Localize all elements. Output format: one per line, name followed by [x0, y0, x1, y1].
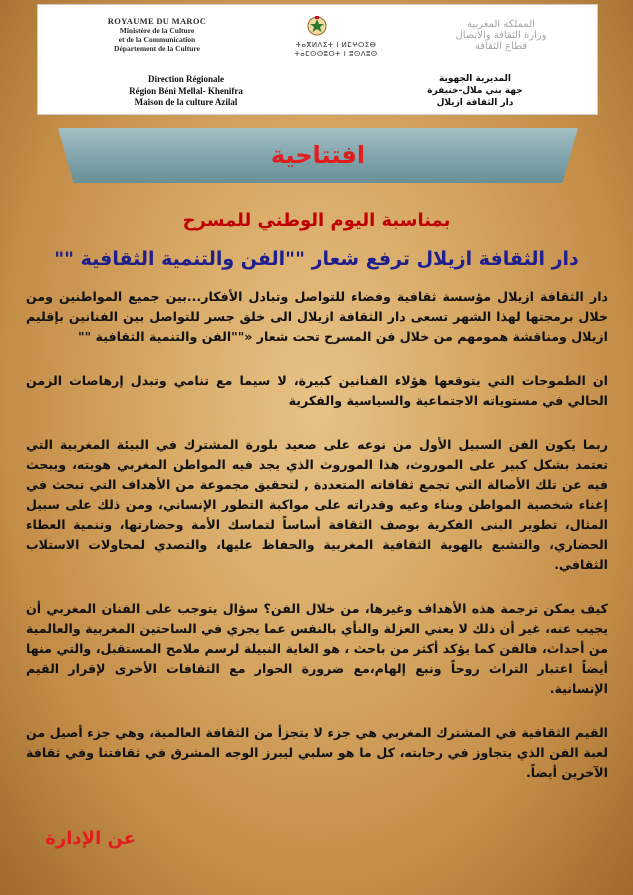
sub-letterhead [37, 72, 598, 115]
direction-arabic-line: جهة بني ملال-خنيفرة [427, 86, 523, 96]
subtitle-slogan: دار الثقافة ازيلال ترفع شعار ""الفن والتنمية الثقافية "" [54, 248, 579, 270]
editorial-body [26, 287, 608, 807]
direction-arabic-line: دار الثقافة ازيلال [436, 98, 514, 108]
letterhead [37, 4, 598, 74]
direction-arabic-line: المديرية الجهوية [438, 74, 512, 84]
letterhead-arabic-block [431, 19, 571, 52]
paragraph: ربما يكون الفن السبيل الأول من نوعه على صعيد بلورة المشترك في البيئة المغربية التي تعتمد بشكل كبير على الموروث، هذا الموروث الذي يجد فيه المواطن المغربي هويته، ويبحث فيه عن تلك الأصالة التي تجمع ثقافاته المتعددة , لتحقيق مجموعة من الأهداف التي تبحث في إغناء شخصية المواطن وبناء وعيه وقدراته على مواكبة التطور الإنساني، ومن ذلك على سبيل المثال، تطوير البنى الفكرية بوصف الثقافة أساساً لتماسك الأمة وحضارتها، وتنمية العطاء الحضاري، والتشبع بالهوية الثقافية المغربية والحفاظ عليها، والتصدي لمحاولات الاستلاب الثقافي. [26, 437, 608, 572]
paragraph: دار الثقافة ازيلال مؤسسة ثقافية وفضاء للتواصل وتبادل الأفكار...بين جميع المواطنين ومن خلال برمجتها لهذا الشهر تسعى دار الثقافة ازيلال الى خلق جسر للتواصل بين الفنانين بإقليم ازيلال ومناقشة همومهم من خلال فن المسرح تحت شعار «""الفن والتنمية الثقافية "" [26, 289, 608, 344]
direction-french-line: Région Béni Mellal- Khenifra [129, 85, 243, 96]
letterhead-arabic-line: المملكة المغربية [467, 19, 535, 30]
banner-title: افتتاحية [270, 141, 366, 169]
coat-of-arms-icon [306, 15, 328, 37]
direction-french-line: Maison de la culture Azilal [134, 97, 238, 107]
letterhead-tifinagh-block [266, 41, 406, 59]
signature: عن الإدارة [45, 828, 136, 849]
paragraph: كيف يمكن ترجمة هذه الأهداف وغيرها، من خلال الفن؟ سؤال يتوجب على الفنان المغربي أن يجيب عنه، غير أن ذلك لا يعني العزلة والنأي بالنفس عما يجري في الساحتين المغربية والعالمية من أحداث، فالفن كما يؤكد أكثر من باحث ، هو الغاية النبيلة لرسم ملامح المستقبل، والتي منها أيضاً اعتبار التراث روحاً ونبع إلهام،مع ضرورة الحوار مع الثقافات الأخرى لإقرار القيم الإنسانية. [26, 601, 608, 696]
letterhead-french-line: Département de la Culture [114, 44, 200, 53]
direction-french-line: Direction Régionale [147, 74, 225, 84]
paragraph: القيم الثقافية في المشترك المغربي هي جزء لا يتجزأ من الثقافة العالمية، وهي جزء أصيل من لعبة الفن الذي يتجاوز في رحابته، كل ما هو سلبي ليبرز الوجه المشرق في ثقافتنا وفي ثقافة الآخرين أيضاً. [26, 725, 608, 780]
letterhead-french-line: Ministère de la Culture [119, 26, 195, 35]
direction-arabic-block [405, 73, 545, 109]
direction-french-block [86, 74, 286, 109]
paragraph: ان الطموحات التي يتوقعها هؤلاء الفنانين كبيرة، لا سيما مع تنامي وتبدل إرهاصات الزمن الحالي في مستوياته الاجتماعية والسياسية والفكرية [26, 373, 608, 408]
letterhead-french-line: et de la Communication [118, 35, 196, 44]
letterhead-french-line: ROYAUME DU MAROC [107, 16, 207, 26]
subtitle-occasion: بمناسبة اليوم الوطني للمسرح [182, 210, 451, 231]
letterhead-tifinagh-line: ⵜⴰⵎⵙⵙⵓⵔⵜ ⵏ ⵓⵙⴷⵓⵙ [294, 50, 378, 58]
letterhead-arabic-line: وزارة الثقافة والاتصال [455, 30, 547, 41]
letterhead-arabic-line: قطاع الثقافة [474, 41, 528, 52]
letterhead-french-block [92, 17, 222, 53]
letterhead-tifinagh-line: ⵜⴰⴳⵍⴷⵉⵜ ⵏ ⵍⵎⵖⵔⵉⴱ [295, 41, 377, 49]
